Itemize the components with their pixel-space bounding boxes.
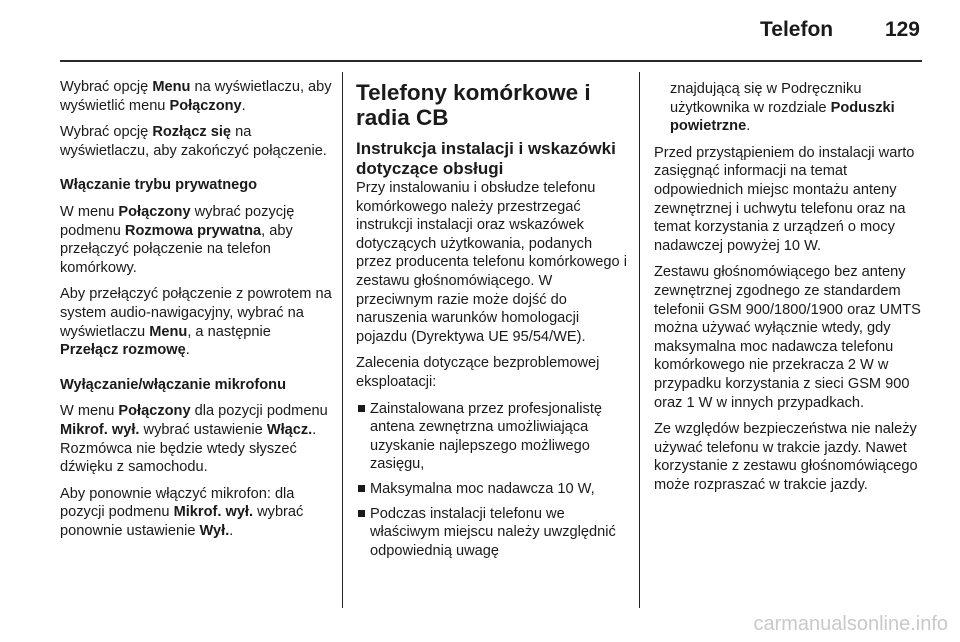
heading-private-mode: Włączanie trybu prywatnego	[60, 177, 258, 194]
bullet-square-icon	[358, 405, 365, 412]
column-2	[356, 80, 628, 566]
paragraph-mic-off: W menu Połączony dla pozycji podmenu Mikrof. wył. wybrać ustawienie Włącz.. Rozmówca nie będzie wtedy słyszeć dźwięku z samochodu.	[60, 403, 328, 476]
subsection-title: Instrukcja instalacji i wskazówki dotyczące obsługi	[356, 139, 616, 178]
list-item: Maksymalna moc nadawcza 10 W,	[356, 480, 628, 499]
paragraph-installation: Przy instalowaniu i obsłudze telefonu komórkowego należy przestrzegać instrukcji instalacji oraz wskazówek dotyczących użytkowania, podanych przez producenta telefonu komórkowego i zestawu głośnomówiącego. W przeciwnym razie może dojść do naruszenia warunków homologacji pojazdu (Dyrektywa UE 95/54/WE).	[356, 180, 627, 345]
column-3	[654, 80, 926, 502]
column-1	[60, 78, 332, 548]
list-item: Zainstalowana przez profesjonalistę antena zewnętrzna umożliwiająca uzyskanie najlepszego możliwego zasięgu,	[356, 400, 628, 474]
bullet-square-icon	[358, 510, 365, 517]
list-item: Podczas instalacji telefonu we właściwym miejscu należy uwzględnić odpowiednią uwagę	[356, 505, 628, 561]
paragraph-antenna-info: Przed przystąpieniem do instalacji warto zasięgnąć informacji na temat odpowiednich miejsc montażu anteny zewnętrznej i uchwytu telefonu oraz na temat korzystania z urządzeń o mocy nadawczej powyżej 10 W.	[654, 144, 915, 254]
paragraph-private-mode: W menu Połączony wybrać pozycję podmenu Rozmowa prywatna, aby przełączyć połączenie na telefon komórkowy.	[60, 203, 295, 276]
column-divider-left	[342, 72, 343, 608]
header-rule	[60, 60, 922, 62]
section-title: Telefony komórkowe i radia CB	[356, 80, 591, 130]
paragraph-handsfree: Zestawu głośnomówiącego bez anteny zewnętrznej zgodnego ze standardem telefonii GSM 900/1800/1900 oraz UMTS można używać wyłącznie wtedy, gdy maksymalna moc nadawcza telefonu komórkowego nie przekracza 2 W w przypadku korzystania z sieci GSM 900 oraz 1 W w innych przypadkach.	[654, 264, 921, 411]
page-number: 129	[884, 18, 920, 41]
paragraph-safety: Ze względów bezpieczeństwa nie należy używać telefonu w trakcie jazdy. Nawet korzystanie z zestawu głośnomówiącego może rozpraszać w trakcie jazdy.	[654, 421, 918, 493]
heading-microphone: Wyłączanie/włączanie mikrofonu	[60, 376, 287, 393]
paragraph-switch-back: Aby przełączyć połączenie z powrotem na system audio-nawigacyjny, wybrać na wyświetlaczu Menu, a następnie Przełącz rozmowę.	[60, 286, 332, 359]
bullet-square-icon	[358, 485, 365, 492]
paragraph-disconnect: Wybrać opcję Rozłącz się na wyświetlaczu, aby zakończyć połączenie.	[60, 124, 327, 159]
paragraph-menu: Wybrać opcję Menu na wyświetlaczu, aby wyświetlić menu Połączony.	[60, 79, 332, 114]
page-header-title: Telefon	[760, 18, 834, 41]
paragraph-recommendations: Zalecenia dotyczące bezproblemowej eksploatacji:	[356, 355, 600, 390]
column-divider-right	[639, 72, 640, 608]
watermark: carmanualsonline.info	[753, 613, 948, 635]
list-item-continuation: znajdującą się w Podręczniku użytkownika w rozdziale Poduszki powietrzne.	[670, 81, 895, 135]
paragraph-mic-on: Aby ponownie włączyć mikrofon: dla pozycji podmenu Mikrof. wył. wybrać ponownie ustawienie Wył..	[60, 485, 304, 539]
